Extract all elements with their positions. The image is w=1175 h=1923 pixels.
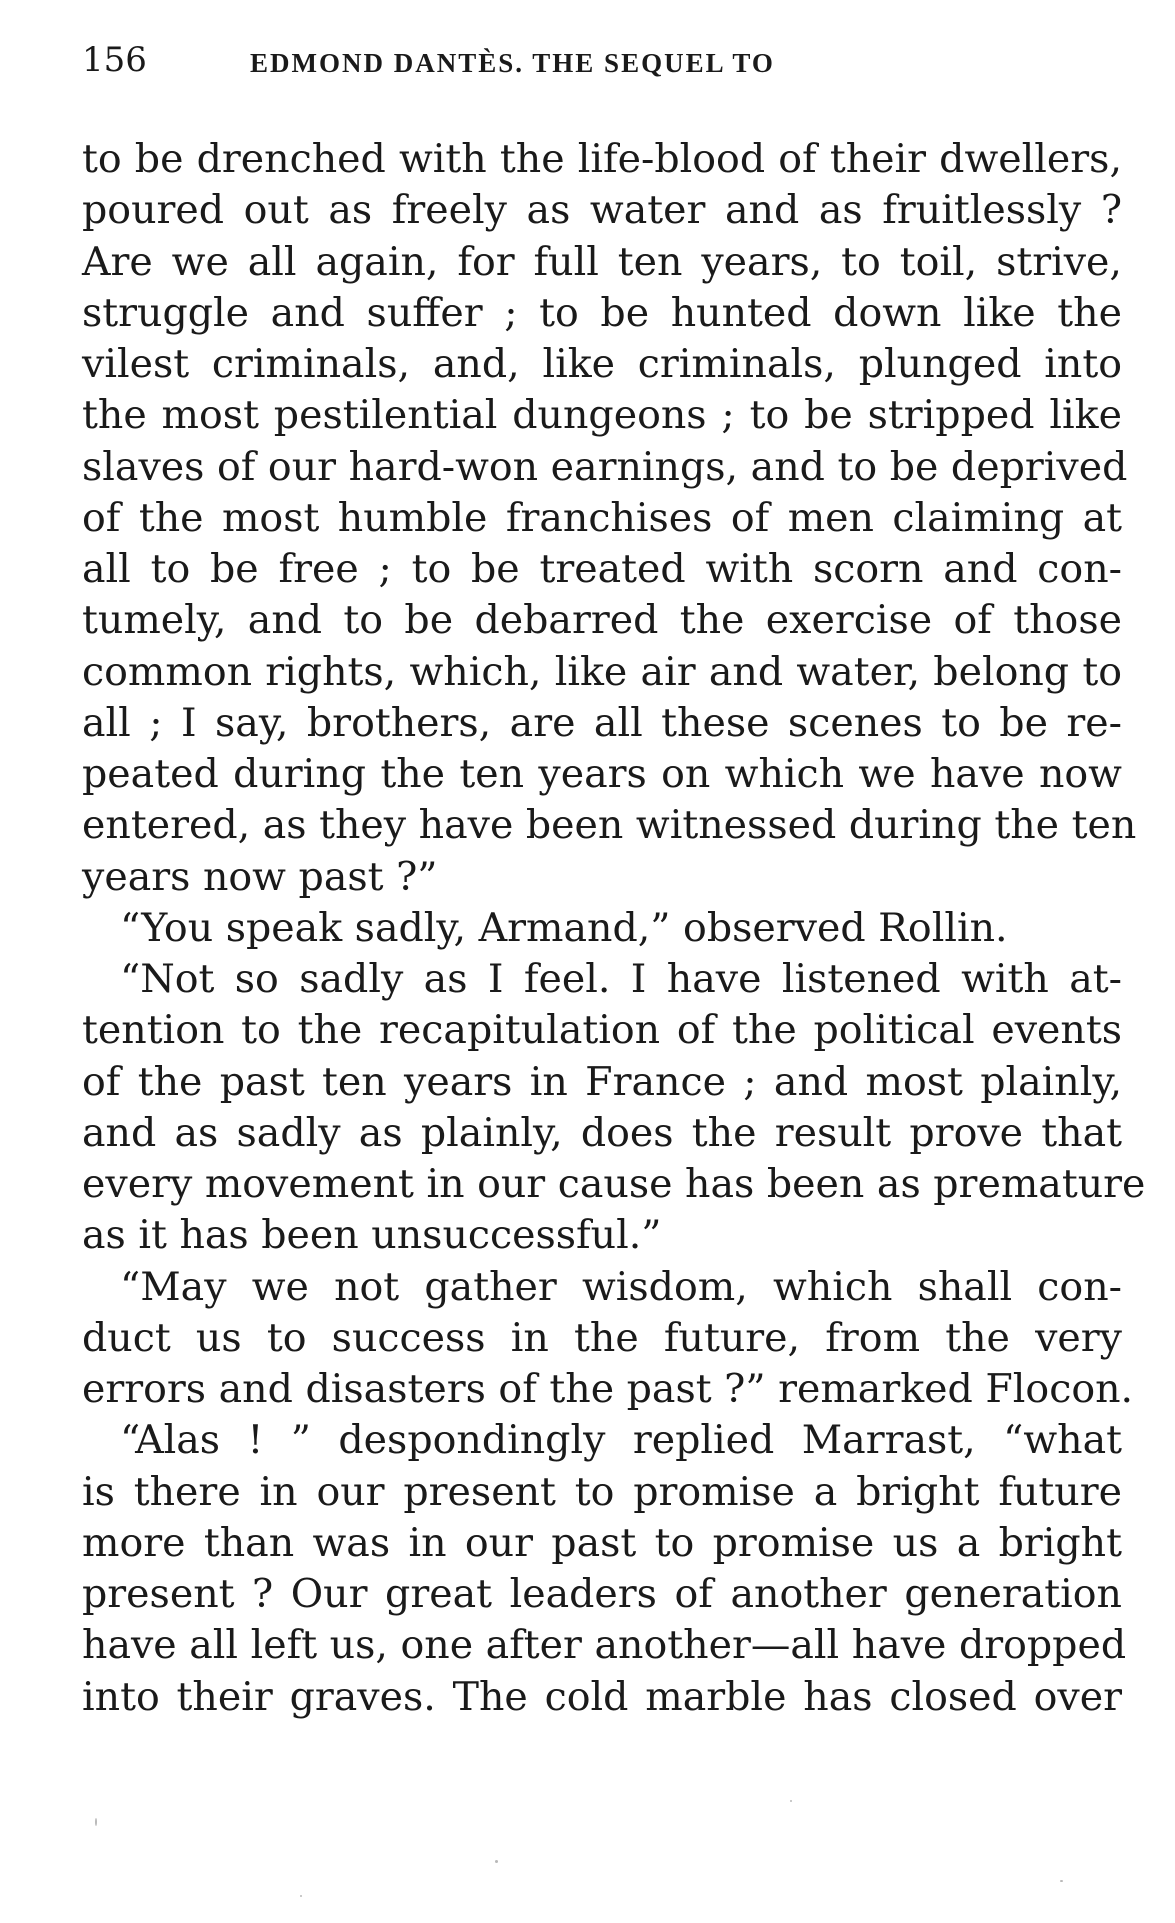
text-line: every movement in our cause has been as premature xyxy=(82,1161,1146,1207)
text-line: Are we all again, for full ten years, to toil, strive, xyxy=(82,238,1122,285)
text-line: more than was in our past to promise us a bright xyxy=(82,1519,1122,1566)
text-line: and as sadly as plainly, does the result prove that xyxy=(82,1109,1122,1156)
text-line: struggle and suffer ; to be hunted down like the xyxy=(82,289,1122,336)
text-line: into their graves. The cold marble has closed over xyxy=(82,1673,1122,1720)
body-text xyxy=(82,134,1146,1723)
scan-speckle xyxy=(790,1800,792,1802)
text-line: duct us to success in the future, from the very xyxy=(82,1314,1122,1361)
text-line: “Not so sadly as I feel. I have listened with at- xyxy=(120,956,1122,1002)
text-line: all to be free ; to be treated with scorn and con- xyxy=(82,546,1122,592)
text-line: of the most humble franchises of men claiming at xyxy=(82,494,1122,541)
text-line: “You speak sadly, Armand,” observed Rollin. xyxy=(120,904,1008,951)
text-line: errors and disasters of the past ?” remarked Flocon. xyxy=(82,1366,1134,1412)
text-line: tention to the recapitulation of the political events xyxy=(82,1007,1122,1054)
text-line: peated during the ten years on which we have now xyxy=(82,751,1122,797)
text-line: as it has been unsuccessful.” xyxy=(82,1212,662,1259)
text-line: entered, as they have been witnessed during the ten xyxy=(82,802,1137,849)
text-line: common rights, which, like air and water, belong to xyxy=(82,648,1122,695)
text-line: years now past ?” xyxy=(82,853,438,900)
text-line: all ; I say, brothers, are all these scenes to be re- xyxy=(82,699,1122,746)
text-line: to be drenched with the life-blood of their dwellers, xyxy=(82,136,1122,182)
page-header xyxy=(82,40,962,88)
text-line: present ? Our great leaders of another generation xyxy=(82,1571,1122,1617)
text-line: slaves of our hard-won earnings, and to be deprived xyxy=(82,443,1128,490)
scan-speckle xyxy=(495,1860,498,1863)
text-line: “May we not gather wisdom, which shall con- xyxy=(120,1263,1122,1310)
text-line: have all left us, one after another—all have dropped xyxy=(82,1622,1127,1669)
text-line: poured out as freely as water and as fruitlessly ? xyxy=(82,187,1122,234)
text-line: vilest criminals, and, like criminals, plunged into xyxy=(82,341,1122,387)
scan-speckle xyxy=(95,1818,97,1826)
scan-speckle xyxy=(1060,1880,1063,1882)
scan-speckle xyxy=(300,1895,302,1897)
running-title: EDMOND DANTÈS. THE SEQUEL TO xyxy=(250,48,775,78)
page-number: 156 xyxy=(82,40,147,80)
text-line: tumely, and to be debarred the exercise of those xyxy=(82,597,1122,644)
text-line: is there in our present to promise a bright future xyxy=(82,1468,1122,1515)
text-line: the most pestilential dungeons ; to be stripped like xyxy=(82,392,1122,439)
text-line: “Alas ! ” despondingly replied Marrast, “what xyxy=(120,1417,1122,1464)
text-line: of the past ten years in France ; and most plainly, xyxy=(82,1058,1122,1105)
